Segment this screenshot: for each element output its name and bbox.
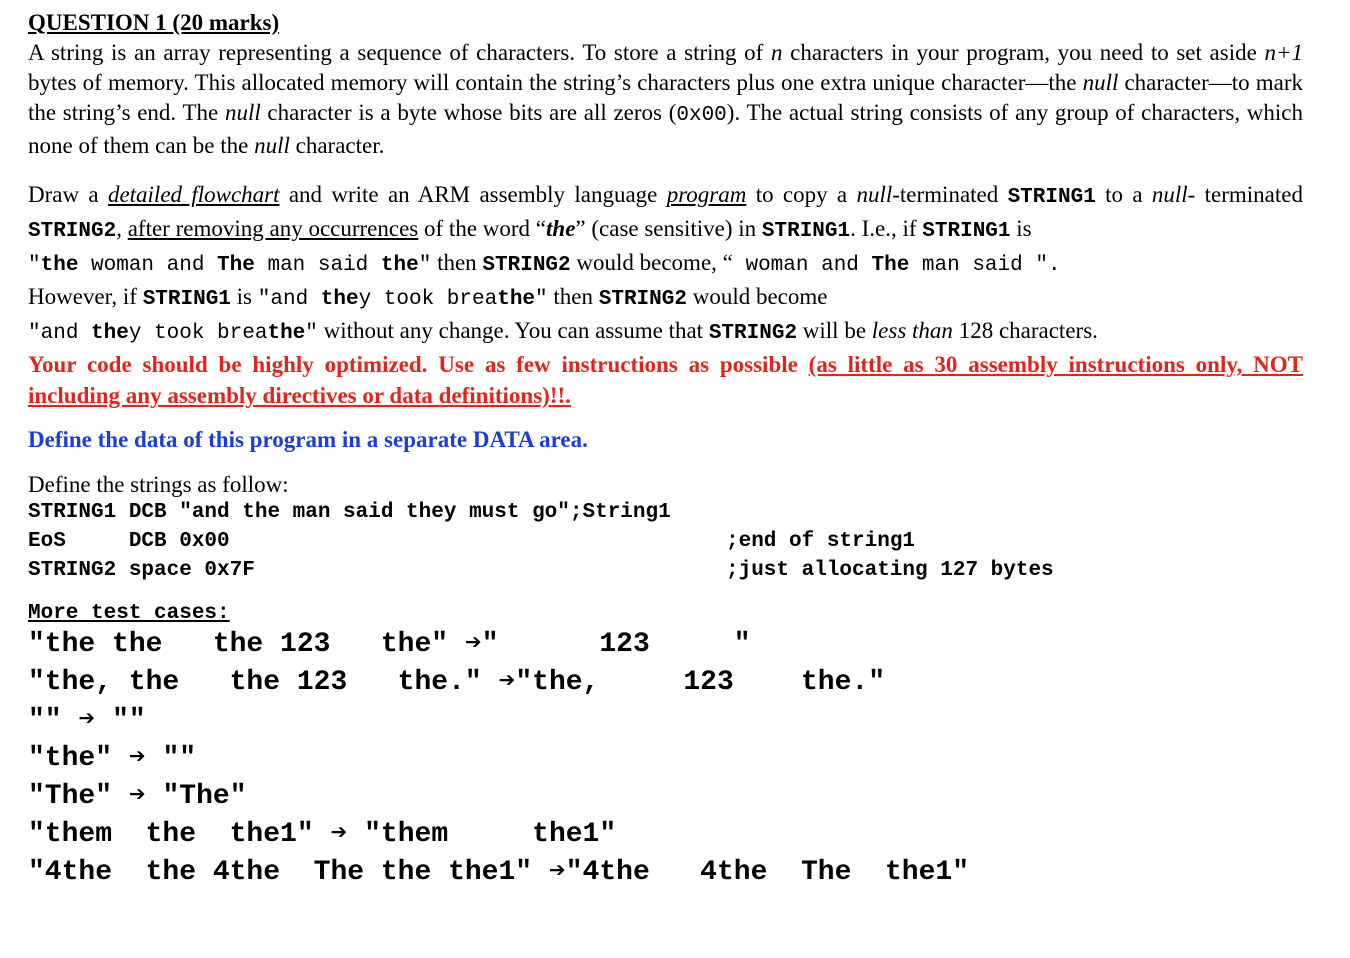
text: character. [289, 133, 385, 158]
text: and write an ARM assembly language [279, 182, 667, 207]
text: character is a byte whose bits are all zeros ( [260, 100, 677, 125]
text: program [666, 182, 747, 207]
test-case: "" ➔ "" [28, 705, 146, 736]
defs-intro: Define the strings as follow: [28, 472, 289, 497]
text: null [224, 100, 261, 125]
text: is [230, 284, 258, 309]
code-text: STRING1 [142, 288, 231, 311]
code-text: and [270, 288, 321, 311]
def-line-string1: STRING1 DCB "and the man said they must go";String1 [28, 501, 671, 524]
text: then [547, 284, 599, 309]
text: null- [1151, 182, 1196, 207]
question-document [28, 8, 1303, 895]
text: characters in your program, you need to set aside [782, 40, 1265, 65]
code-text: y took brea [128, 322, 268, 345]
code-text: the [40, 254, 79, 277]
data-area-note: Define the data of this program in a separate DATA area. [28, 427, 588, 452]
instruction-limit-note: (as little as 30 assembly instructions only, NOT including any assembly directives or data definitions)!!. [28, 352, 1303, 408]
code-text: STRING2 [708, 322, 798, 345]
text: character—to mark the string’s end. The [28, 70, 1303, 125]
code-text: STRING1 [1007, 186, 1096, 209]
code-text: The [871, 254, 910, 277]
test-case: "the, the the 123 the." ➔"the, 123 the." [28, 667, 885, 698]
def-line-eos: EoS DCB 0x00 [28, 530, 230, 553]
text: without any change. You can assume that [317, 318, 709, 343]
text: null [856, 182, 893, 207]
code-text: the [91, 322, 129, 345]
code-text: 0x00 [676, 104, 727, 127]
text: is [1010, 216, 1032, 241]
code-text: y took brea [358, 288, 498, 311]
code-text: STRING1 [761, 220, 851, 243]
code-text: man said [254, 254, 381, 277]
code-text: the [380, 254, 419, 277]
code-text: woman and [78, 254, 218, 277]
code-text: " [28, 322, 41, 345]
test-cases [28, 625, 1303, 895]
text: would become, “ [570, 250, 733, 275]
intro-paragraph [28, 38, 1303, 161]
text: ). The actual string consists of any group of characters, which none of them can be the [28, 100, 1304, 158]
text: n [770, 40, 783, 65]
code-text: STRING2 [482, 254, 571, 277]
def-line-string2: STRING2 space 0x7F [28, 559, 255, 582]
text: the [546, 216, 576, 241]
test-case: "them the the1" ➔ "them the1" [28, 819, 617, 850]
code-text: the [320, 288, 359, 311]
text: bytes of memory. This allocated memory will contain the string’s characters plus one extra unique character—the [28, 70, 1083, 95]
test-case: "4the the 4the The the the1" ➔"4the 4the The the1" [28, 857, 970, 888]
optimization-note: Your code should be highly optimized. Use as few instructions as possible [28, 352, 809, 377]
text: less than [871, 318, 953, 343]
code-text: STRING2 [28, 220, 117, 243]
text: 128 characters. [952, 318, 1098, 343]
code-text: woman and [732, 254, 872, 277]
def-comment-string2: ;just allocating 127 bytes [726, 559, 1054, 582]
code-text: ". [1035, 254, 1061, 277]
text: of the word “ [418, 216, 547, 241]
code-text: " [28, 254, 41, 277]
code-text: STRING2 [598, 288, 687, 311]
text: terminated [1195, 182, 1303, 207]
code-text: The [217, 254, 255, 277]
text: However, if [28, 284, 143, 309]
text: detailed flowchart [107, 182, 280, 207]
code-text: " [257, 288, 271, 311]
code-text: man said [909, 254, 1036, 277]
text: Draw a [28, 182, 108, 207]
text: . I.e., if [850, 216, 923, 241]
test-case: "the the the 123 the" ➔" 123 " [28, 629, 751, 660]
test-case: "the" ➔ "" [28, 743, 197, 774]
text: null [1082, 70, 1119, 95]
text: to a [1095, 182, 1152, 207]
text: -terminated [892, 182, 1008, 207]
text: null [254, 133, 290, 158]
code-text: " [535, 288, 548, 311]
code-text: " [418, 254, 432, 277]
code-text: " [305, 322, 318, 345]
code-text: and [40, 322, 92, 345]
text: will be [797, 318, 872, 343]
text: , [116, 216, 128, 241]
code-text: the [497, 288, 536, 311]
text: n+1 [1264, 40, 1303, 65]
code-text: STRING1 [922, 220, 1011, 243]
test-case: "The" ➔ "The" [28, 781, 247, 812]
text: A string is an array representing a sequence of characters. To store a string of [28, 40, 771, 65]
def-comment-eos: ;end of string1 [726, 530, 916, 553]
code-text: the [267, 322, 306, 345]
text: after removing any occurrences [127, 216, 419, 241]
text: would become [686, 284, 828, 309]
text: to copy a [746, 182, 857, 207]
task-paragraph [28, 179, 1303, 411]
question-title: QUESTION 1 (20 marks) [28, 10, 280, 35]
string-definitions [28, 498, 1303, 586]
text: ” (case sensitive) in [575, 216, 762, 241]
text: then [431, 250, 483, 275]
test-cases-heading: More test cases: [28, 602, 230, 625]
